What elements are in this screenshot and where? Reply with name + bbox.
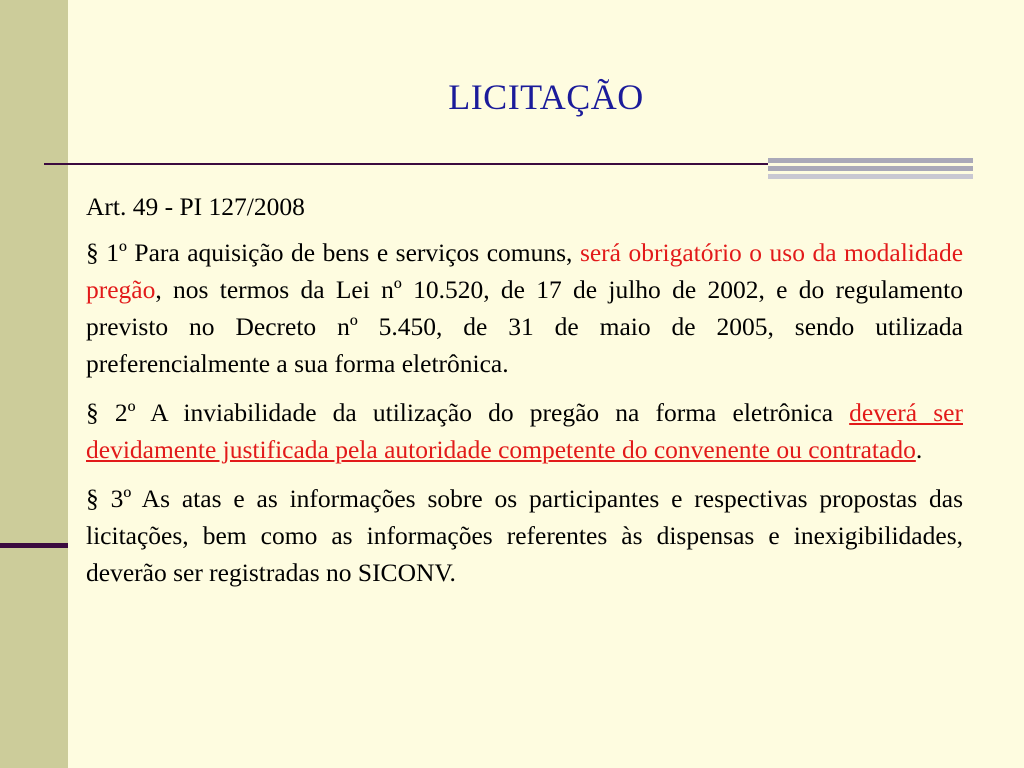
article-reference: Art. 49 - PI 127/2008 — [86, 192, 305, 221]
paragraph-2 — [86, 394, 963, 468]
paragraph-1 — [86, 234, 963, 382]
title-divider — [44, 163, 768, 165]
decorative-grey-bars — [768, 158, 973, 182]
slide-title: LICITAÇÃO — [448, 77, 644, 117]
left-accent-line — [0, 543, 68, 548]
paragraph-2-highlight: deverá ser devidamente justificada pela autoridade competente do convenente ou contratado — [86, 398, 963, 464]
slide-body — [86, 188, 963, 603]
paragraph-1-highlight: será obrigatório o uso da modalidade pregão — [86, 238, 964, 304]
paragraph-1-text-after: , nos termos da Lei nº 10.520, de 17 de julho de 2002, e do regulamento previsto no Decreto nº 5.450, de 31 de maio de 2005, sendo utilizada preferencialmente a sua forma eletrônica. — [86, 275, 963, 378]
paragraph-1-text-before: § 1º Para aquisição de bens e serviços comuns, — [86, 238, 580, 267]
left-decorative-bar — [0, 0, 68, 768]
paragraph-2-text-after: . — [915, 435, 923, 464]
paragraph-3: § 3º As atas e as informações sobre os participantes e respectivas propostas das licitações, bem como as informações referentes às dispensas e inexigibilidades, deverão ser registradas no SICONV. — [86, 484, 963, 587]
paragraph-2-text-before: § 2º A inviabilidade da utilização do pregão na forma eletrônica — [86, 398, 850, 427]
